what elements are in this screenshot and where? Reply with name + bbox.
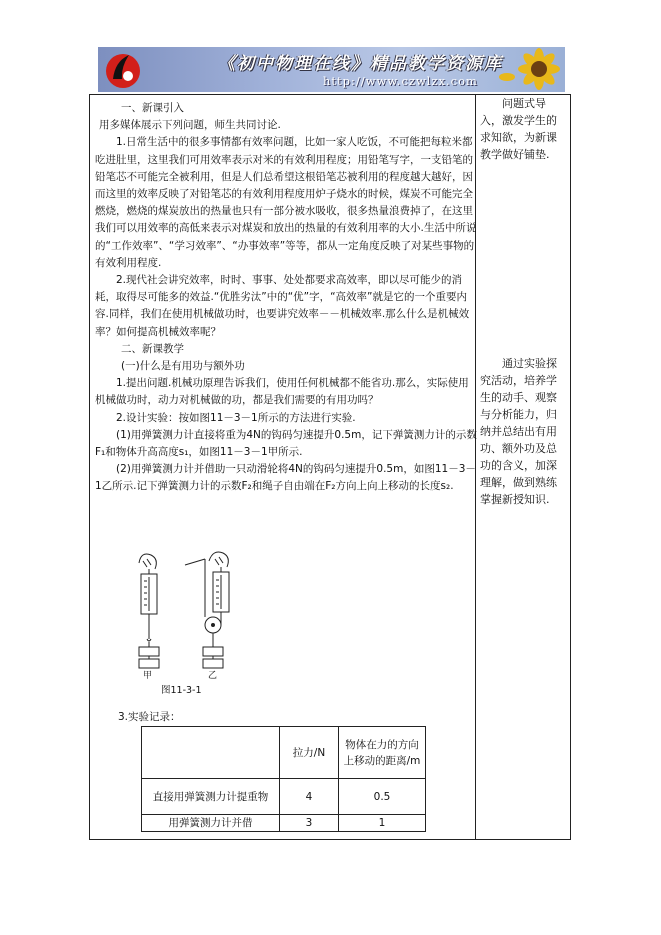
side-note-2: [480, 355, 566, 508]
table-row: [142, 779, 426, 815]
header-cell: [142, 727, 280, 779]
paragraph: 2.设计实验：按如图11－3－1所示的方法进行实验.: [116, 411, 356, 424]
banner-title: 《初中物理在线》精品教学资源库: [218, 54, 503, 74]
header-banner: [98, 47, 565, 92]
paragraph: 1.日常生活中的很多事情都有效率问题，比如一家人吃饭，不可能把每粒米都吃进肚里，这里我们可用效率表示对米的有效利用程度；用铅笔写字，一支铅笔的铅笔芯不可能完全被利用，但是人们总希望这根铅笔芯被利用的程度越大越好，因而这里的效率反映了对铅笔芯的有效利用程度用炉子烧水的时候，煤炭不可能完全燃烧，燃烧的煤炭放出的热量也只有一部分被水吸收，很多热量浪费掉了，在这里我们可以用效率的高低来表示对煤炭和放出的热量的有效利用率的大小.生活中所说的“工作效率”、“学习效率”、“办事效率”等等，都从一定角度反映了对某些事物的有效利用程度.: [95, 136, 477, 269]
figure-caption: 图11-3-1: [161, 685, 202, 696]
figure-label-left: 甲: [143, 671, 153, 681]
side-note-text: 通过实验探究活动，培养学生的动手、观察与分析能力，归纳并总结出有用功、额外功及总功的含义，加深理解，做到熟练掌握新授知识.: [480, 357, 557, 506]
header-cell: 物体在力的方向上移动的距离/m: [339, 727, 426, 779]
table-header-row: [142, 727, 426, 779]
record-title: 3.实验记录：: [118, 711, 181, 723]
side-note-1: [480, 95, 566, 163]
section-heading: 一、新课引入: [121, 102, 184, 114]
record-table: [141, 726, 426, 832]
side-note-text: 问题式导入，激发学生的求知欲，为新课教学做好铺垫.: [480, 97, 557, 161]
subsection-heading: (一)什么是有用功与额外功: [121, 360, 245, 373]
paragraph: 2.现代社会讲究效率，时时、事事、处处都要求高效率，即以尽可能少的消耗，取得尽可能多的效益.“优胜劣汰”中的“优”字，“高效率”就是它的一个重要内容.同样，我们在使用机械做功时，也要讲究效率－－机械效率.那么什么是机械效率？如何提高机械效率呢？: [95, 274, 470, 338]
table-cell: 0.5: [339, 779, 426, 815]
experiment-figure: [125, 547, 245, 697]
header-cell: 拉力/N: [280, 727, 339, 779]
paragraph: (1)用弹簧测力计直接将重为4N的钩码匀速提升0.5m，记下弹簧测力计的示数F₁和物体升高高度s₁，如图11－3－1甲所示.: [95, 428, 477, 459]
logo-icon: [102, 49, 144, 91]
banner-url[interactable]: http://www.czwlzx.com: [323, 74, 478, 88]
table-cell: 3: [280, 815, 339, 832]
table-cell: 1: [339, 815, 426, 832]
paragraph: 用多媒体展示下列问题，师生共同讨论.: [99, 119, 281, 132]
table-cell: 4: [280, 779, 339, 815]
figure-label-right: 乙: [208, 671, 218, 681]
table-row: [142, 815, 426, 832]
paragraph: 1.提出问题.机械功原理告诉我们，使用任何机械都不能省功.那么，实际使用机械做功时，动力对机械做的功，都是我们需要的有用功吗？: [95, 377, 469, 407]
table-cell: 用弹簧测力计并借: [142, 815, 280, 832]
table-cell: 直接用弹簧测力计提重物: [142, 779, 280, 815]
section-heading: 二、新课教学: [121, 342, 184, 355]
main-content: [95, 100, 478, 496]
paragraph: (2)用弹簧测力计并借助一只动滑轮将4N的钩码匀速提升0.5m，如图11－3－1乙所示.记下弹簧测力计的示数F₂和绳子自由端在F₂方向上向上移动的长度s₂.: [95, 463, 476, 493]
sunflower-icon: [495, 47, 565, 92]
